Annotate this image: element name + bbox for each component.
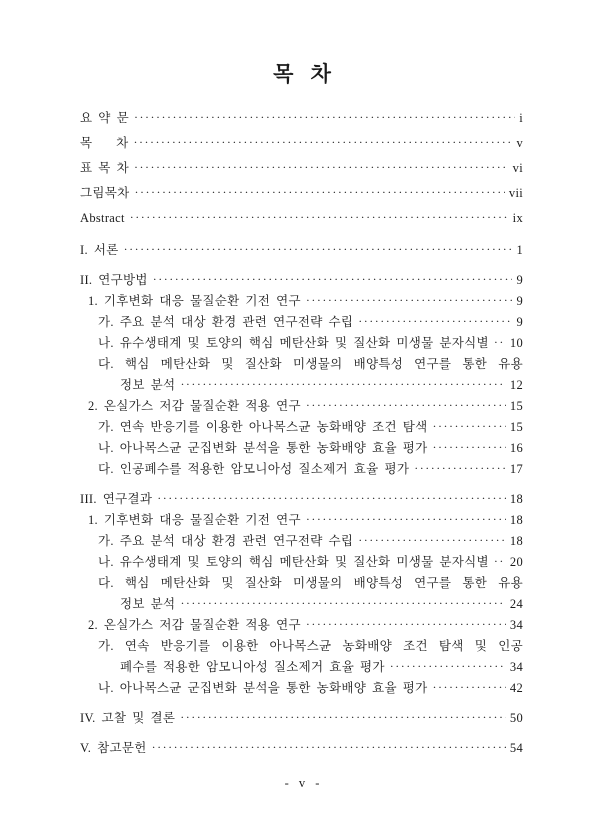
- table-of-contents: [80, 106, 523, 759]
- dot-leader: [433, 416, 506, 437]
- toc-entry-page: 15: [509, 399, 523, 413]
- toc-entry-label: 폐수를 적용한 암모니아성 질소제거 효율 평가: [120, 660, 385, 674]
- toc-entry: [80, 531, 523, 552]
- toc-entry-page: vii: [508, 186, 523, 200]
- dot-leader: [306, 290, 513, 311]
- dot-leader: [180, 707, 506, 728]
- dot-leader: [433, 677, 506, 698]
- toc-entry-page: 34: [509, 660, 523, 674]
- toc-entry-label: 나. 유수생태계 및 토양의 핵심 메탄산화 및 질산화 미생물 분자식별: [98, 555, 489, 569]
- dot-leader: [358, 530, 506, 551]
- toc-entry-label: 나. 아나목스균 군집변화 분석을 통한 농화배양 효율 평가: [98, 681, 428, 695]
- toc-entry-page: v: [516, 136, 523, 150]
- toc-entry-page: 1: [516, 243, 523, 257]
- toc-entry-label: I. 서론: [80, 243, 119, 257]
- dot-leader: [133, 130, 512, 155]
- toc-entry-page: ix: [512, 211, 523, 225]
- dot-leader: [157, 488, 506, 509]
- toc-entry: [80, 131, 523, 156]
- toc-entry: [80, 270, 523, 291]
- toc-entry: [80, 636, 523, 657]
- toc-entry-label: Abstract: [80, 211, 125, 225]
- toc-entry: [80, 240, 523, 261]
- toc-entry: [80, 312, 523, 333]
- toc-entry-label: V. 참고문헌: [80, 741, 147, 755]
- toc-entry: [80, 489, 523, 510]
- toc-entry: [80, 738, 523, 759]
- toc-entry-page: 54: [509, 741, 523, 755]
- toc-entry: [80, 657, 523, 678]
- toc-entry-label: III. 연구결과: [80, 492, 153, 506]
- toc-entry: [80, 396, 523, 417]
- dot-leader: [180, 593, 505, 614]
- toc-entry: [80, 678, 523, 699]
- toc-entry-page: 50: [509, 711, 523, 725]
- toc-entry-label: 목 차: [80, 136, 129, 150]
- dot-leader: [306, 395, 506, 416]
- toc-entry-label: 가. 주요 분석 대상 환경 관련 연구전략 수립: [98, 315, 354, 329]
- dot-leader: [152, 737, 506, 758]
- dot-leader: [494, 551, 506, 572]
- dot-leader: [433, 437, 506, 458]
- dot-leader: [130, 205, 509, 230]
- dot-leader: [494, 332, 506, 353]
- dot-leader: [414, 458, 506, 479]
- dot-leader: [153, 269, 513, 290]
- toc-entry-label: 다. 인공폐수를 적용한 암모니아성 질소제거 효율 평가: [98, 462, 410, 476]
- dot-leader: [134, 105, 515, 130]
- toc-entry: [80, 375, 523, 396]
- toc-entry-page: 16: [509, 441, 523, 455]
- dot-leader: [180, 374, 505, 395]
- toc-entry: [80, 573, 523, 594]
- toc-entry: [80, 459, 523, 480]
- toc-entry-label: 그림목차: [80, 186, 130, 200]
- dot-leader: [306, 614, 506, 635]
- toc-entry-page: 18: [509, 492, 523, 506]
- toc-entry-label: 2. 온실가스 저감 물질순환 적용 연구: [88, 399, 301, 413]
- toc-entry-label: 1. 기후변화 대응 물질순환 기전 연구: [88, 513, 301, 527]
- page-title: 목 차: [273, 62, 332, 86]
- toc-entry: [80, 354, 523, 375]
- dot-leader: [306, 509, 506, 530]
- toc-entry: [80, 106, 523, 131]
- toc-entry-page: 42: [509, 681, 523, 695]
- dot-leader: [134, 155, 509, 180]
- toc-entry-page: 18: [509, 513, 523, 527]
- page-number-footer: - v -: [284, 776, 321, 790]
- toc-entry: [80, 708, 523, 729]
- toc-entry-label: 정보 분석: [120, 378, 176, 392]
- toc-entry-page: 24: [509, 597, 523, 611]
- toc-entry: [80, 291, 523, 312]
- toc-entry-page: 34: [509, 618, 523, 632]
- toc-entry: [80, 156, 523, 181]
- toc-entry: [80, 333, 523, 354]
- toc-entry-page: 18: [509, 534, 523, 548]
- toc-entry: [80, 615, 523, 636]
- toc-entry: [80, 206, 523, 231]
- toc-entry-label: IV. 고찰 및 결론: [80, 711, 176, 725]
- toc-entry-label: 가. 연속 반응기를 이용한 아나목스균 농화배양 조건 탐색 및 인공: [98, 639, 523, 653]
- toc-entry-label: 요 약 문: [80, 111, 129, 125]
- dot-leader: [390, 656, 506, 677]
- toc-entry-page: 9: [516, 315, 523, 329]
- toc-entry: [80, 181, 523, 206]
- toc-entry: [80, 510, 523, 531]
- toc-entry-page: 15: [509, 420, 523, 434]
- toc-entry-label: 다. 핵심 메탄산화 및 질산화 미생물의 배양특성 연구를 통한 유용: [98, 576, 523, 590]
- toc-entry-page: vi: [512, 161, 523, 175]
- toc-entry-page: 12: [509, 378, 523, 392]
- toc-entry-label: 1. 기후변화 대응 물질순환 기전 연구: [88, 294, 301, 308]
- toc-entry-label: 가. 연속 반응기를 이용한 아나목스균 농화배양 조건 탐색: [98, 420, 428, 434]
- toc-entry-page: 17: [509, 462, 523, 476]
- toc-entry: [80, 594, 523, 615]
- toc-entry: [80, 438, 523, 459]
- toc-entry-label: 가. 주요 분석 대상 환경 관련 연구전략 수립: [98, 534, 354, 548]
- toc-entry-label: 정보 분석: [120, 597, 176, 611]
- dot-leader: [124, 239, 513, 260]
- toc-entry-page: 9: [516, 294, 523, 308]
- toc-entry-label: 표 목 차: [80, 161, 129, 175]
- dot-leader: [135, 180, 505, 205]
- toc-entry: [80, 417, 523, 438]
- toc-entry-page: 9: [516, 273, 523, 287]
- toc-entry-label: 나. 아나목스균 군집변화 분석을 통한 농화배양 효율 평가: [98, 441, 428, 455]
- toc-entry-page: 20: [509, 555, 523, 569]
- toc-entry-label: 나. 유수생태계 및 토양의 핵심 메탄산화 및 질산화 미생물 분자식별: [98, 336, 489, 350]
- dot-leader: [358, 311, 512, 332]
- toc-entry-label: II. 연구방법: [80, 273, 148, 287]
- toc-entry: [80, 552, 523, 573]
- toc-entry-page: i: [519, 111, 523, 125]
- toc-entry-page: 10: [509, 336, 523, 350]
- toc-entry-label: 2. 온실가스 저감 물질순환 적용 연구: [88, 618, 301, 632]
- toc-entry-label: 다. 핵심 메탄산화 및 질산화 미생물의 배양특성 연구를 통한 유용: [98, 357, 523, 371]
